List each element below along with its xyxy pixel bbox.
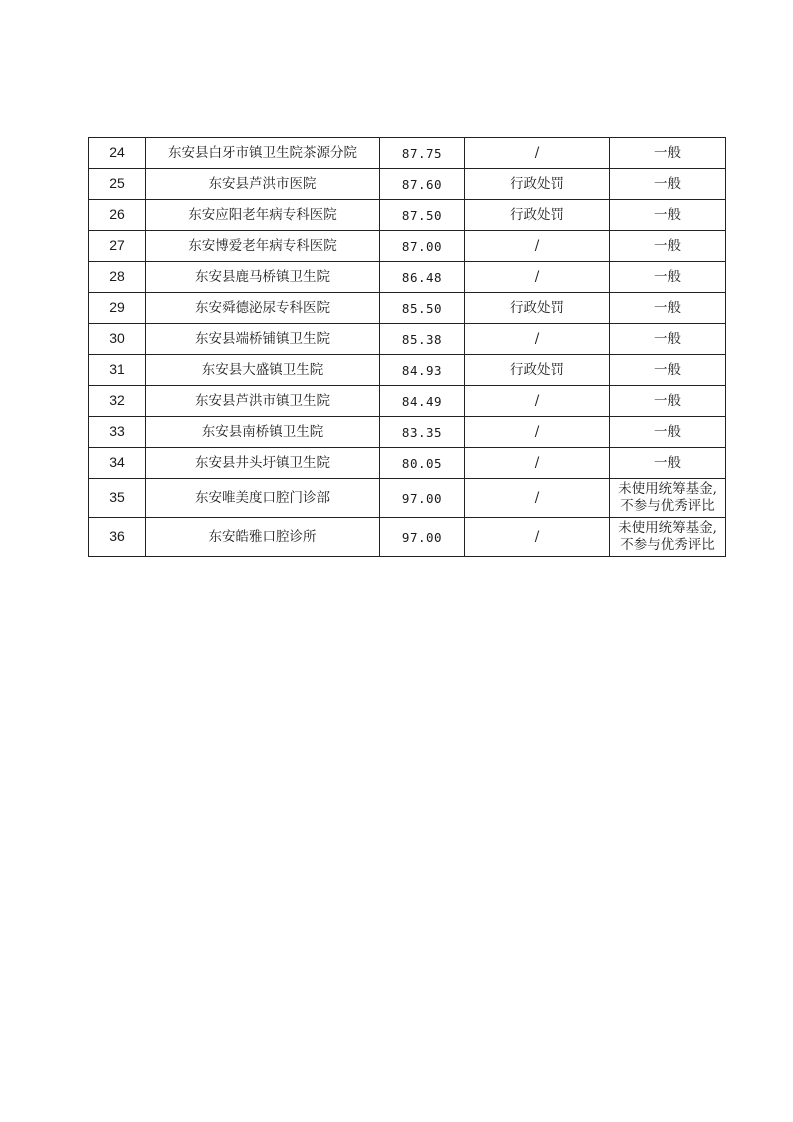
row-number: 33 [109, 423, 125, 439]
grade-cell [610, 448, 726, 479]
grade-cell [610, 386, 726, 417]
penalty-cell: / [465, 448, 610, 479]
grade-line: 未使用统筹基金, [618, 481, 717, 497]
grade-line: 一般 [654, 299, 681, 316]
table-row [89, 138, 726, 169]
penalty-cell: 行政处罚 [465, 293, 610, 324]
institution-name-cell: 东安皓雅口腔诊所 [146, 518, 380, 557]
table-row [89, 169, 726, 200]
score-cell: 85.50 [380, 293, 465, 324]
table-row [89, 262, 726, 293]
score-cell: 84.93 [380, 355, 465, 386]
row-number-cell [89, 231, 146, 262]
row-number: 34 [109, 454, 125, 470]
row-number-cell [89, 169, 146, 200]
row-number: 26 [109, 206, 125, 222]
row-number-cell [89, 417, 146, 448]
grade-line: 不参与优秀评比 [620, 537, 715, 553]
grade-cell [610, 293, 726, 324]
institution-name-cell: 东安县南桥镇卫生院 [146, 417, 380, 448]
grade-cell [610, 169, 726, 200]
penalty-cell: 行政处罚 [465, 169, 610, 200]
row-number: 31 [109, 361, 125, 377]
penalty-cell: / [465, 231, 610, 262]
penalty-cell: / [465, 138, 610, 169]
table-row [89, 324, 726, 355]
institution-name-cell: 东安应阳老年病专科医院 [146, 200, 380, 231]
row-number-cell [89, 262, 146, 293]
table-row [89, 417, 726, 448]
row-number-cell [89, 386, 146, 417]
row-number-cell [89, 293, 146, 324]
grade-line: 一般 [654, 206, 681, 223]
institution-name-cell: 东安县鹿马桥镇卫生院 [146, 262, 380, 293]
institution-name-cell: 东安唯美度口腔门诊部 [146, 479, 380, 518]
grade-line: 不参与优秀评比 [620, 498, 715, 514]
grade-cell [610, 231, 726, 262]
institution-name-cell: 东安县端桥铺镇卫生院 [146, 324, 380, 355]
institution-name-cell: 东安舜德泌尿专科医院 [146, 293, 380, 324]
institution-name-cell: 东安县白牙市镇卫生院茶源分院 [146, 138, 380, 169]
grade-cell [610, 200, 726, 231]
score-cell: 83.35 [380, 417, 465, 448]
row-number: 27 [109, 237, 125, 253]
grade-line: 未使用统筹基金, [618, 520, 717, 536]
penalty-cell: / [465, 386, 610, 417]
penalty-cell: / [465, 324, 610, 355]
score-cell: 87.60 [380, 169, 465, 200]
evaluation-table [88, 137, 726, 557]
row-number-cell [89, 479, 146, 518]
penalty-cell: 行政处罚 [465, 355, 610, 386]
row-number: 28 [109, 268, 125, 284]
table-row [89, 386, 726, 417]
penalty-cell: 行政处罚 [465, 200, 610, 231]
grade-cell [610, 355, 726, 386]
grade-line: 一般 [654, 392, 681, 409]
grade-line: 一般 [654, 330, 681, 347]
score-cell: 84.49 [380, 386, 465, 417]
grade-line: 一般 [654, 361, 681, 378]
institution-name-cell: 东安县芦洪市医院 [146, 169, 380, 200]
row-number-cell [89, 448, 146, 479]
row-number: 32 [109, 392, 125, 408]
table-row [89, 200, 726, 231]
grade-line: 一般 [654, 175, 681, 192]
score-cell: 80.05 [380, 448, 465, 479]
institution-name-cell: 东安县芦洪市镇卫生院 [146, 386, 380, 417]
row-number-cell [89, 200, 146, 231]
institution-name-cell: 东安县井头圩镇卫生院 [146, 448, 380, 479]
grade-line: 一般 [654, 237, 681, 254]
penalty-cell: / [465, 417, 610, 448]
score-cell: 97.00 [380, 479, 465, 518]
score-cell: 85.38 [380, 324, 465, 355]
row-number-cell [89, 138, 146, 169]
row-number: 30 [109, 330, 125, 346]
grade-line: 一般 [654, 144, 681, 161]
table-row [89, 518, 726, 557]
grade-cell [610, 518, 726, 557]
score-cell: 87.00 [380, 231, 465, 262]
table-row [89, 355, 726, 386]
grade-line: 一般 [654, 454, 681, 471]
score-cell: 86.48 [380, 262, 465, 293]
score-cell: 97.00 [380, 518, 465, 557]
grade-cell [610, 417, 726, 448]
grade-cell [610, 262, 726, 293]
grade-line: 一般 [654, 423, 681, 440]
row-number-cell [89, 324, 146, 355]
row-number: 25 [109, 175, 125, 191]
row-number: 29 [109, 299, 125, 315]
row-number: 24 [109, 144, 125, 160]
table-row [89, 479, 726, 518]
penalty-cell: / [465, 518, 610, 557]
institution-name-cell: 东安县大盛镇卫生院 [146, 355, 380, 386]
row-number-cell [89, 518, 146, 557]
table-row [89, 293, 726, 324]
penalty-cell: / [465, 262, 610, 293]
grade-cell [610, 324, 726, 355]
grade-cell [610, 138, 726, 169]
penalty-cell: / [465, 479, 610, 518]
row-number: 35 [109, 489, 125, 505]
score-cell: 87.50 [380, 200, 465, 231]
table-body [89, 138, 726, 557]
grade-cell [610, 479, 726, 518]
row-number: 36 [109, 528, 125, 544]
institution-name-cell: 东安博爱老年病专科医院 [146, 231, 380, 262]
table-row [89, 231, 726, 262]
row-number-cell [89, 355, 146, 386]
grade-line: 一般 [654, 268, 681, 285]
score-cell: 87.75 [380, 138, 465, 169]
table-row [89, 448, 726, 479]
